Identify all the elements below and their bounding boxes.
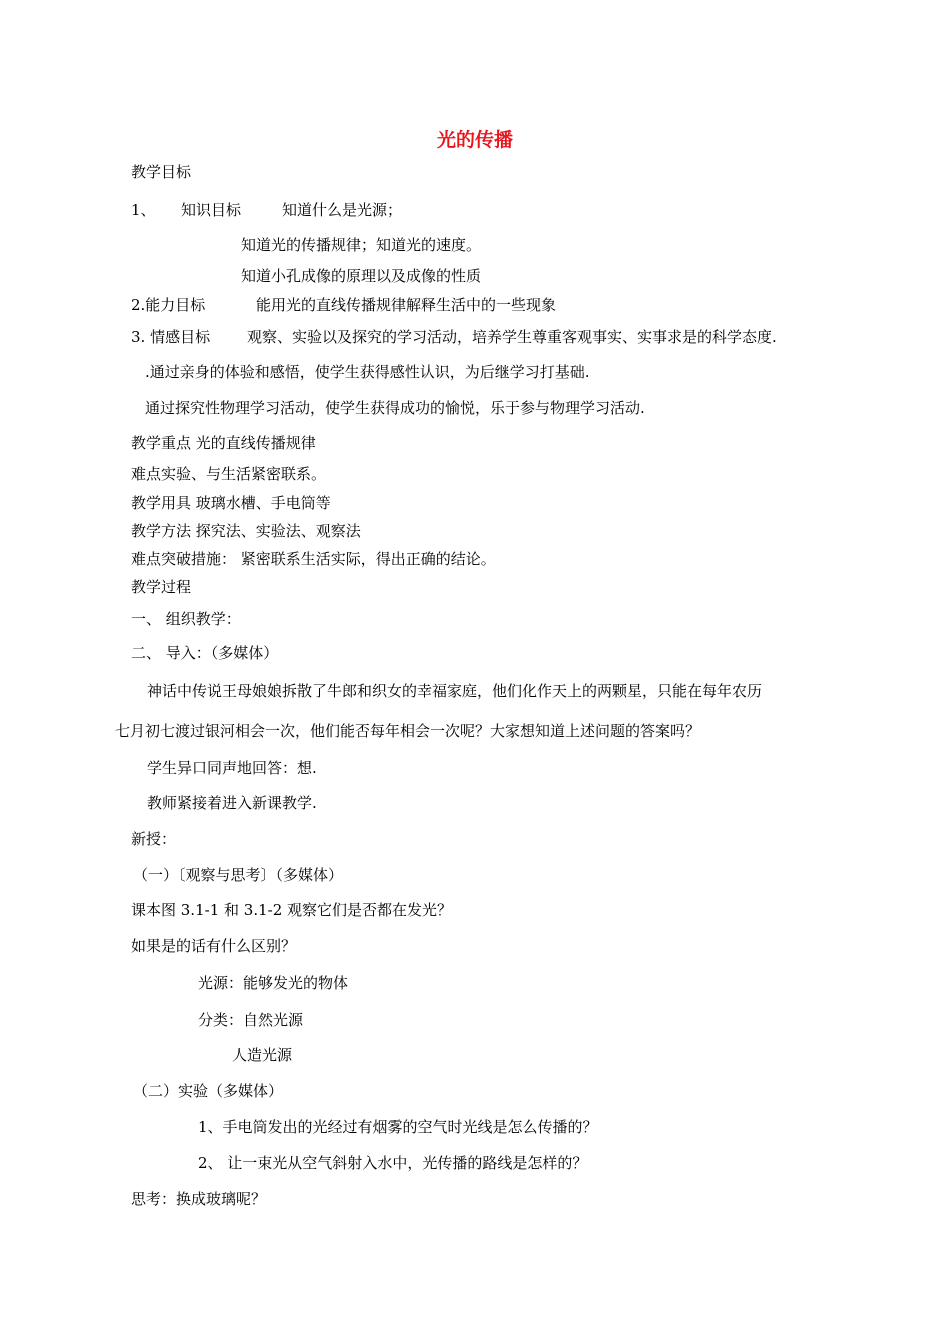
objective-3-line-b: .通过亲身的体验和感悟，使学生获得感性认识，为后继学习打基础. (145, 363, 590, 381)
story-line-1: 神话中传说王母娘娘拆散了牛郎和织女的幸福家庭，他们化作天上的两颗星，只能在每年农历 (147, 682, 763, 700)
experiment-2: 2、 让一束光从空气斜射入水中，光传播的路线是怎样的？ (198, 1154, 588, 1172)
objective-1-line-c: 知道小孔成像的原理以及成像的性质 (241, 267, 482, 285)
part1-question-1: 课本图 3.1-1 和 3.1-2 观察它们是否都在发光？ (131, 901, 453, 919)
teaching-methods: 教学方法 探究法、实验法、观察法 (131, 522, 361, 540)
teaching-tools: 教学用具 玻璃水槽、手电筒等 (131, 494, 331, 512)
key-point: 教学重点 光的直线传播规律 (131, 434, 316, 452)
objective-3-label: 3. 情感目标 (131, 328, 211, 346)
objective-2-text: 能用光的直线传播规律解释生活中的一些现象 (256, 296, 557, 314)
objective-2-label: 2.能力目标 (131, 296, 206, 314)
students-answer: 学生异口同声地回答：想. (147, 759, 317, 777)
step-intro: 二、 导入：（多媒体） (131, 644, 279, 662)
light-source-definition: 光源：能够发光的物体 (198, 974, 349, 992)
artificial-light-source: 人造光源 (232, 1046, 293, 1064)
objective-1-number: 1、 (131, 201, 156, 219)
light-source-classification: 分类：自然光源 (198, 1011, 304, 1029)
teacher-continue: 教师紧接着进入新课教学. (147, 794, 317, 812)
objective-3-text: 观察、实验以及探究的学习活动，培养学生尊重客观事实、实事求是的科学态度. (247, 328, 777, 346)
part2-heading: （二）实验（多媒体） (133, 1082, 284, 1100)
new-lesson-heading: 新授： (131, 830, 177, 848)
objective-1-line-a: 知道什么是光源； (282, 201, 403, 219)
step-organize: 一、 组织教学： (131, 610, 241, 628)
part1-heading: （一）〔观察与思考〕（多媒体） (133, 866, 344, 884)
objective-3-line-c: 通过探究性物理学习活动，使学生获得成功的愉悦，乐于参与物理学习活动. (145, 399, 645, 417)
difficulty: 难点实验、与生活紧密联系。 (131, 465, 327, 483)
difficulty-breakthrough: 难点突破措施： 紧密联系生活实际，得出正确的结论。 (131, 550, 496, 568)
story-line-2: 七月初七渡过银河相会一次，他们能否每年相会一次呢？大家想知道上述问题的答案吗？ (115, 722, 701, 740)
think-question: 思考：换成玻璃呢？ (131, 1190, 267, 1208)
objectives-heading: 教学目标 (131, 163, 192, 181)
page-title: 光的传播 (436, 129, 513, 151)
objective-1-label: 知识目标 (181, 201, 242, 219)
process-heading: 教学过程 (131, 578, 192, 596)
objective-1-line-b: 知道光的传播规律；知道光的速度。 (241, 236, 482, 254)
experiment-1: 1、手电筒发出的光经过有烟雾的空气时光线是怎么传播的？ (198, 1118, 598, 1136)
part1-question-2: 如果是的话有什么区别？ (131, 937, 297, 955)
